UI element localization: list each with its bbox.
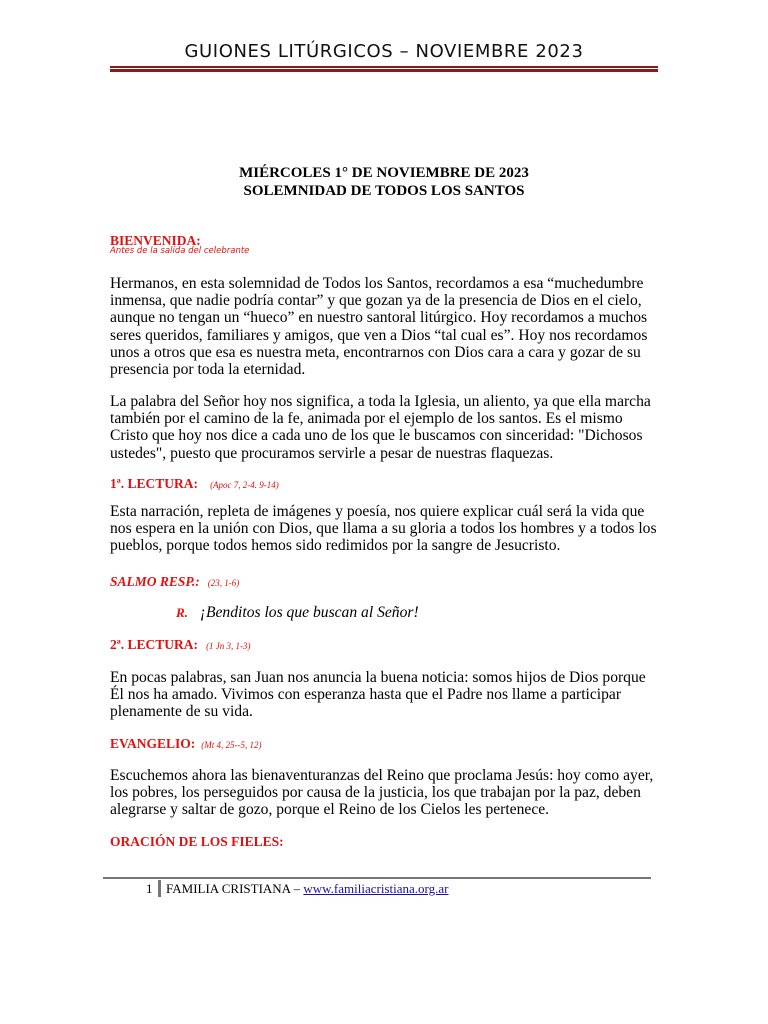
text-line: también por el camino de la fe, animada por el ejemplo de los santos. Es el mismo (110, 410, 623, 428)
lectura-2-reference: (1 Jn 3, 1-3) (206, 641, 251, 651)
lectura-2-paragraph (110, 669, 658, 721)
text-line: ustedes", puesto que procuramos servirle a pesar de nuestras flaquezas. (110, 444, 554, 462)
evangelio-paragraph (110, 767, 658, 819)
salmo-label: SALMO RESP.: (110, 574, 200, 589)
document-title-date: MIÉRCOLES 1° DE NOVIEMBRE DE 2023 (239, 165, 529, 181)
text-line: Hermanos, en esta solemnidad de Todos los Santos, recordamos a esa “muchedumbre (110, 275, 644, 292)
text-line: los pobres, los perseguidos por causa de la justicia, los que trabajan por la paz, deben (110, 784, 641, 802)
text-line: aunque no tengan un “hueco” en nuestro santoral litúrgico. Hoy recordamos a muchos (110, 309, 648, 327)
text-line: Escuchemos ahora las bienaventuranzas del Reino que proclama Jesús: hoy como ayer, (110, 767, 654, 784)
text-line: alegrarse y saltar de gozo, porque el Reino de los Cielos les pertenece. (110, 801, 550, 819)
text-line: inmensa, que nadie podría contar” y que gozan ya de la presencia de Dios en el cielo, (110, 292, 642, 310)
text-line: presencia por toda la eternidad. (110, 361, 306, 379)
evangelio-heading (110, 736, 262, 752)
footer-page-number: 1 (146, 881, 153, 896)
text-line: La palabra del Señor hoy nos significa, a toda la Iglesia, un aliento, ya que ella marcha (110, 393, 651, 410)
page-header-title: GUIONES LITÚRGICOS – NOVIEMBRE 2023 (184, 41, 584, 62)
lectura-2-label: 2ª. LECTURA: (110, 637, 199, 652)
header-divider-thick (110, 69, 658, 72)
salmo-heading (110, 574, 239, 590)
evangelio-label: EVANGELIO: (110, 736, 196, 751)
oracion-heading: ORACIÓN DE LOS FIELES: (110, 834, 284, 849)
bienvenida-paragraph-2 (110, 393, 658, 462)
footer-separator-bar (158, 880, 161, 897)
salmo-reference: (23, 1-6) (207, 578, 240, 588)
bienvenida-note: Antes de la salida del celebrante (110, 246, 250, 256)
text-line: unos a otros que esa es nuestra meta, encontrarnos con Dios cara a cara y gozar de su (110, 343, 641, 361)
lectura-1-paragraph (110, 503, 658, 555)
lectura-1-label: 1ª. LECTURA: (110, 476, 199, 491)
bienvenida-heading: BIENVENIDA: (110, 233, 201, 248)
response-marker: R. (176, 605, 188, 620)
footer-website-link[interactable]: www.familiacristiana.org.ar (303, 881, 449, 896)
lectura-1-heading (110, 476, 279, 492)
text-line: plenamente de su vida. (110, 703, 253, 721)
footer-divider (103, 877, 651, 879)
text-line: seres queridos, familiares y amigos, que ven a Dios “tal cual es”. Hoy nos recordamos (110, 326, 648, 344)
text-line: Él nos ha amado. Vivimos con esperanza hasta que el Padre nos llame a participar (110, 686, 622, 704)
footer-publisher: FAMILIA CRISTIANA – (166, 881, 304, 896)
text-line: Cristo que hoy nos dice a cada uno de los que le buscamos con sinceridad: "Dichosos (110, 427, 643, 445)
header-divider-thin (110, 66, 658, 68)
response-text: ¡Benditos los que buscan al Señor! (199, 604, 419, 621)
salmo-response (176, 604, 419, 622)
text-line: nos espera en la unión con Dios, que llama a su gloria a todos los hombres y a todos los (110, 520, 657, 538)
evangelio-reference: (Mt 4, 25--5, 12) (201, 740, 262, 750)
text-line: pueblos, porque todos hemos sido redimidos por la sangre de Jesucristo. (110, 537, 561, 555)
bienvenida-paragraph-1 (110, 275, 658, 378)
document-title-solemnity: SOLEMNIDAD DE TODOS LOS SANTOS (243, 183, 525, 199)
lectura-1-reference: (Apoc 7, 2-4. 9-14) (210, 480, 279, 490)
lectura-2-heading (110, 637, 251, 653)
text-line: Esta narración, repleta de imágenes y poesía, nos quiere explicar cuál será la vida que (110, 503, 645, 520)
footer-credit (166, 881, 448, 897)
text-line: En pocas palabras, san Juan nos anuncia la buena noticia: somos hijos de Dios porque (110, 669, 646, 686)
